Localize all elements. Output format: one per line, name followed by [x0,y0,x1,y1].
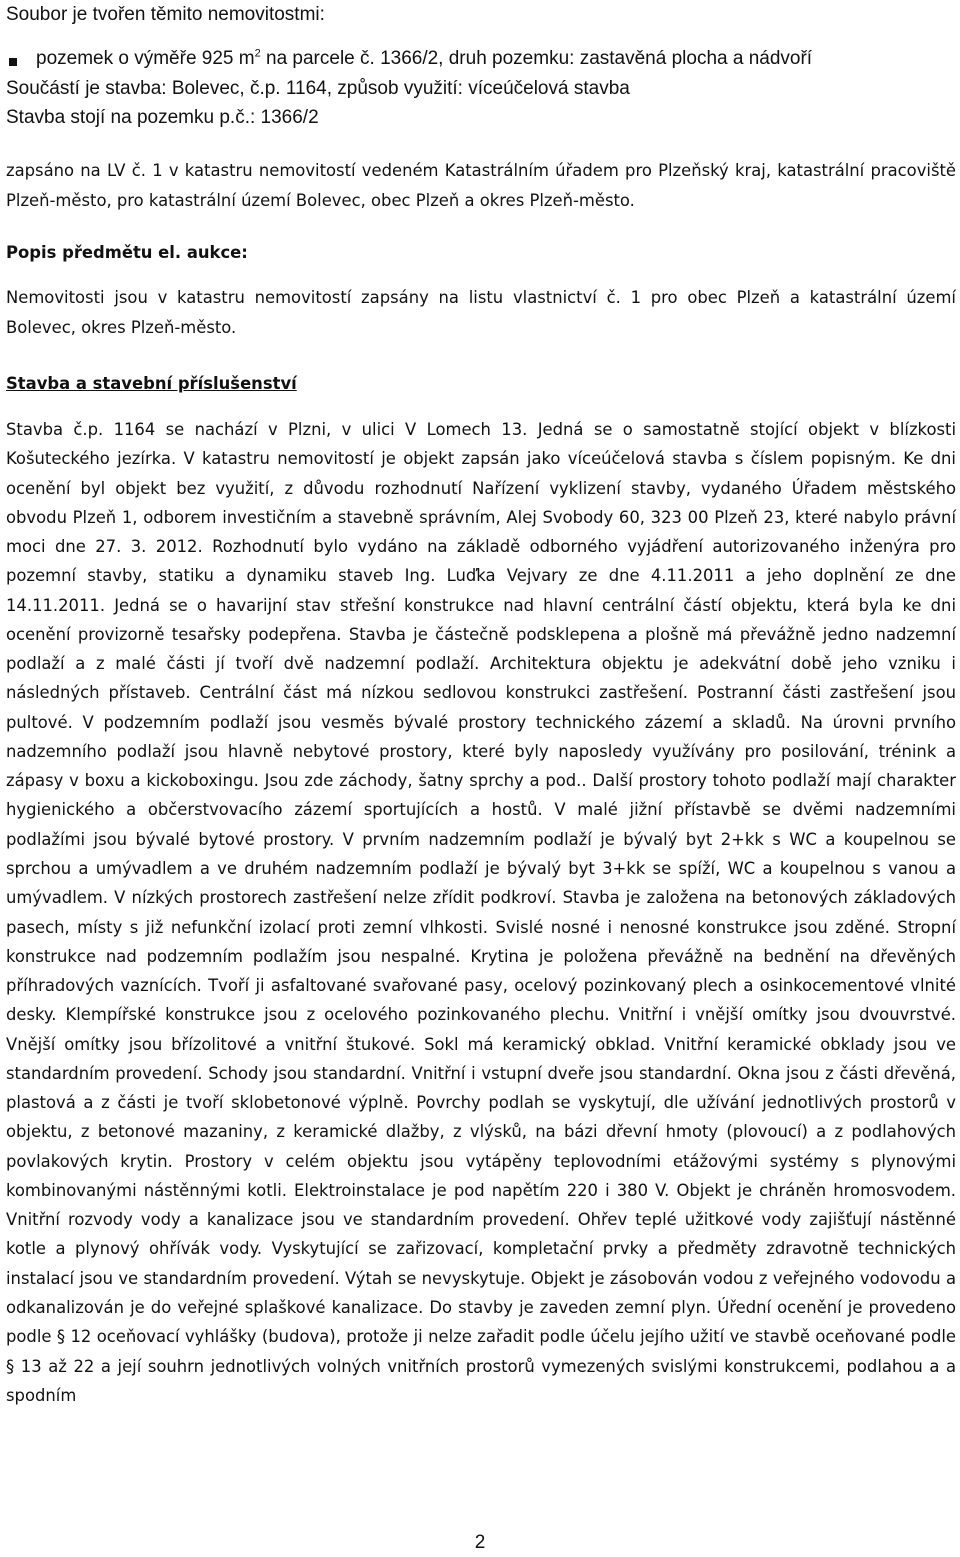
popis-paragraph: Nemovitosti jsou v katastru nemovitostí zapsány na listu vlastnictví č. 1 pro obec Plzeň a katastrální území Bolevec, okres Plzeň-město. [6,288,956,337]
popis-heading: Popis předmětu el. aukce: [6,243,248,262]
intro-line: Soubor je tvořen těmito nemovitostmi: [6,4,325,25]
bullet-line-2: Součástí je stavba: Bolevec, č.p. 1164, způsob využití: víceúčelová stavba [6,77,630,99]
area-unit-superscript: 2 [254,47,261,60]
registration-paragraph: zapsáno na LV č. 1 v katastru nemovitostí vedeném Katastrálním úřadem pro Plzeňský kraj, katastrální pracoviště Plzeň-město, pro katastrální území Bolevec, obec Plzeň a okres Plzeň-město. [6,161,956,210]
bullet-text [6,44,956,133]
stavba-description: Stavba č.p. 1164 se nachází v Plzni, v ulici V Lomech 13. Jedná se o samostatně stojící objekt v blízkosti Košuteckého jezírka. V katastru nemovitostí je objekt zapsán jako víceúčelová stavba s číslem popisným. Ke dni ocenění byl objekt bez využití, z důvodu rozhodnutí Nařízení vyklizení stavby, vydaného Úřadem městského obvodu Plzeň 1, odborem investičním a stavebně správním, Alej Svobody 60, 323 00 Plzeň 23, které nabylo právní moci dne 27. 3. 2012. Rozhodnutí bylo vydáno na základě odborného vyjádření autorizovaného inženýra pro pozemní stavby, statiku a dynamiku staveb Ing. Luďka Vejvary ze dne 4.11.2011 a jeho doplnění ze dne 14.11.2011. Jedná se o havarijní stav střešní konstrukce nad hlavní centrální částí objektu, která byla ke dni ocenění provizorně tesařsky podepřena. Stavba je částečně podsklepena a plošně má převážně jedno nadzemní podlaží a z malé části jí tvoří dvě nadzemní podlaží. Architektura objektu je adekvátní době jeho vzniku i následných přístaveb. Centrální část má nízkou sedlovou konstrukci zastřešení. Postranní části zastřešení jsou pultové. V podzemním podlaží jsou vesměs bývalé prostory technického zázemí a skladů. Na úrovni prvního nadzemního podlaží jsou hlavně nebytové prostory, které byly naposledy využívány pro posilování, trénink a zápasy v boxu a kickoboxingu. Jsou zde záchody, šatny sprchy a pod.. Další prostory tohoto podlaží mají charakter hygienického a občerstvovacího zázemí sportujících a hostů. V malé jižní přístavbě se dvěmi nadzemními podlažími jsou bývalé bytové prostory. V prvním nadzemním podlaží je bývalý byt 2+kk s WC a koupelnou se sprchou a umývadlem a ve druhém nadzemním podlaží je bývalý byt 3+kk se spíží, WC a koupelnou s vanou a umývadlem. V nízkých prostorech zastřešení nelze zřídit podkroví. Stavba je založena na betonových základových pasech, místy s již nefunkční izolací proti zemní vlhkosti. Svislé nosné i nenosné konstrukce jsou zděné. Stropní konstrukce nad podzemním podlažím jsou nespalné. Krytina je položena převážně na bednění na dřevěných příhradových vaznících. Tvoří ji asfaltované svařované pasy, ocelový pozinkovaný plech a osinkocementové vlnité desky. Klempířské konstrukce jsou z ocelového pozinkovaného plechu. Vnitřní i vnější omítky jsou dvouvrstvé. Vnější omítky jsou břízolitové a vnitřní štukové. Sokl má keramický obklad. Vnitřní keramické obklady jsou ve standardním provedení. Schody jsou standardní. Vnitřní i vstupní dveře jsou standardní. Okna jsou z části dřevěná, plastová a z části je tvoří sklobetonové výplně. Povrchy podlah se vyskytují, dle užívání jednotlivých prostorů v objektu, z betonové mazaniny, z keramické dlažby, z vlýsků, na bázi dřevní hmoty (plovoucí) a z podlahových povlakových krytin. Prostory v celém objektu jsou vytápěny teplovodními etážovými systémy s plynovými kombinovanými nástěnnými kotli. Elektroinstalace je pod napětím 220 i 380 V. Objekt je chráněn hromosvodem. Vnitřní rozvody vody a kanalizace jsou ve standardním provedení. Ohřev teplé užitkové vody zajišťují nástěnné kotle a plynový ohřívák vody. Vyskytující se zařizovací, kompletační prvky a předměty zdravotně technických instalací jsou ve standardním provedení. Výtah se nevyskytuje. Objekt je zásobován vodou z veřejného vodovodu a odkanalizován je do veřejné splaškové kanalizace. Do stavby je zaveden zemní plyn. Úřední ocenění je provedeno podle § 12 oceňovací vyhlášky (budova), protože ji nelze zařadit podle účelu jejího užití ve stavbě oceňované podle § 13 až 22 a její souhrn jednotlivých volných vnitřních prostorů vymezených svislými konstrukcemi, podlahou a a spodním [6,420,956,1405]
land-area-text: pozemek o výměře 925 m [36,48,255,69]
page-number: 2 [474,1532,486,1553]
stavba-heading: Stavba a stavební příslušenství [6,374,297,393]
bullet-line-1 [6,44,956,74]
parcel-text: na parcele č. 1366/2, druh pozemku: zastavěná plocha a nádvoří [260,48,813,69]
bullet-line-3: Stavba stojí na pozemku p.č.: 1366/2 [6,107,319,128]
